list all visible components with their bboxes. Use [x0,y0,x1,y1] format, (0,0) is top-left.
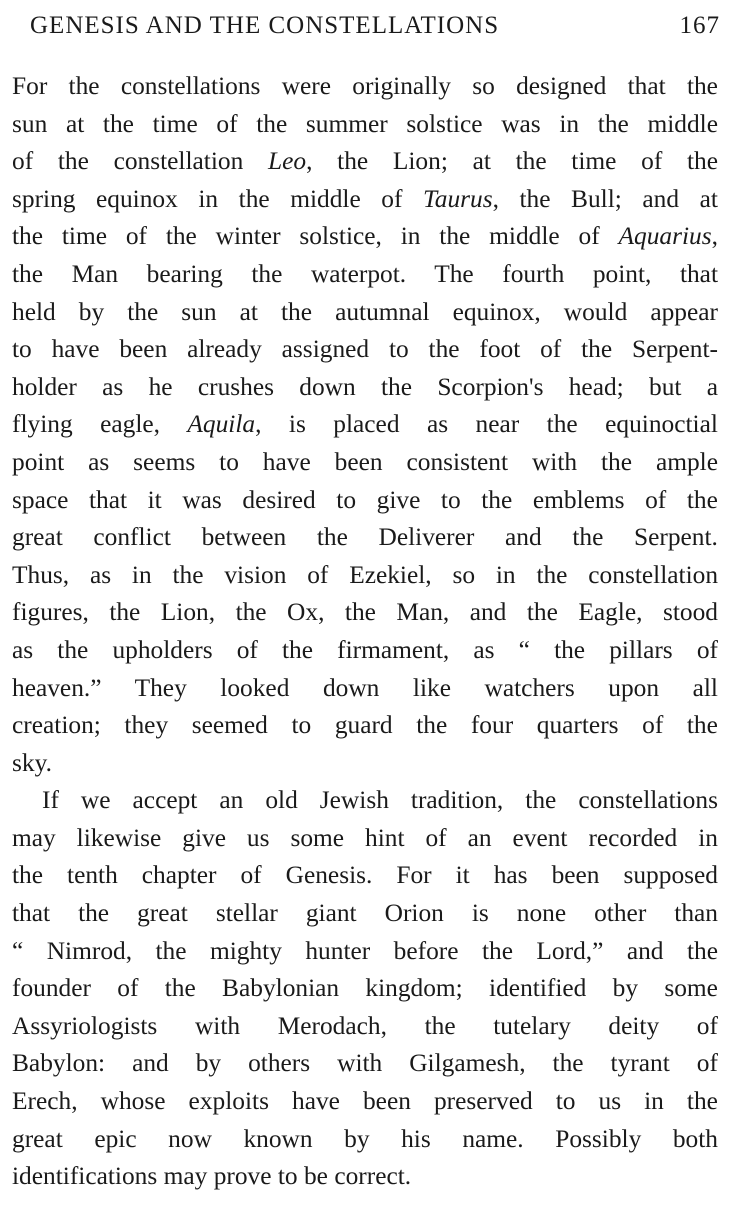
body-text [12,68,718,1196]
text-line: Assyriologists with Merodach, the tutelary deity of [12,1011,718,1040]
text-line: may likewise give us some hint of an event recorded in [12,823,718,852]
text-line: point as seems to have been consistent with the ample [12,447,718,476]
text-line: to have been already assigned to the foot of the Serpent- [12,335,718,364]
text-line: sky. [12,748,52,777]
text-line: as the upholders of the firmament, as “ the pillars of [12,635,718,664]
text-line: great epic now known by his name. Possibly both [12,1124,718,1153]
text-line: figures, the Lion, the Ox, the Man, and the Eagle, stood [12,598,718,627]
running-title: GENESIS AND THE CONSTELLATIONS [30,12,500,39]
text-line: flying eagle, Aquila, is placed as near the equinoctial [12,410,718,439]
text-line: the tenth chapter of Genesis. For it has been supposed [12,861,718,890]
page-number: 167 [679,12,720,39]
text-line: creation; they seemed to guard the four quarters of the [12,711,718,740]
text-line: For the constellations were originally so designed that the [12,72,718,100]
text-line: the Man bearing the waterpot. The fourth point, that [12,259,719,288]
text-line: founder of the Babylonian kingdom; identified by some [12,974,718,1003]
text-line: that the great stellar giant Orion is none other than [12,899,718,928]
text-line: identifications may prove to be correct. [12,1162,412,1191]
text-line: sun at the time of the summer solstice was in the middle [12,109,718,138]
text-line: holder as he crushes down the Scorpion's head; but a [12,372,719,401]
text-line: Babylon: and by others with Gilgamesh, the tyrant of [12,1049,718,1078]
text-line: space that it was desired to give to the emblems of the [12,485,718,514]
text-line: held by the sun at the autumnal equinox, would appear [12,297,718,326]
paragraph [12,68,718,782]
paragraph [12,782,718,1196]
text-line: great conflict between the Deliverer and the Serpent. [12,523,718,552]
text-line: heaven.” They looked down like watchers upon all [12,673,718,702]
text-line: If we accept an old Jewish tradition, the constellations [42,786,718,815]
text-line: the time of the winter solstice, in the middle of Aquarius, [12,222,718,251]
text-line: of the constellation Leo, the Lion; at the time of the [12,147,718,176]
text-line: Erech, whose exploits have been preserved to us in the [12,1087,718,1116]
running-header [12,12,720,44]
text-line: Thus, as in the vision of Ezekiel, so in the constellation [12,560,719,589]
text-line: “ Nimrod, the mighty hunter before the Lord,” and the [12,936,718,965]
text-line: spring equinox in the middle of Taurus, the Bull; and at [12,184,718,213]
